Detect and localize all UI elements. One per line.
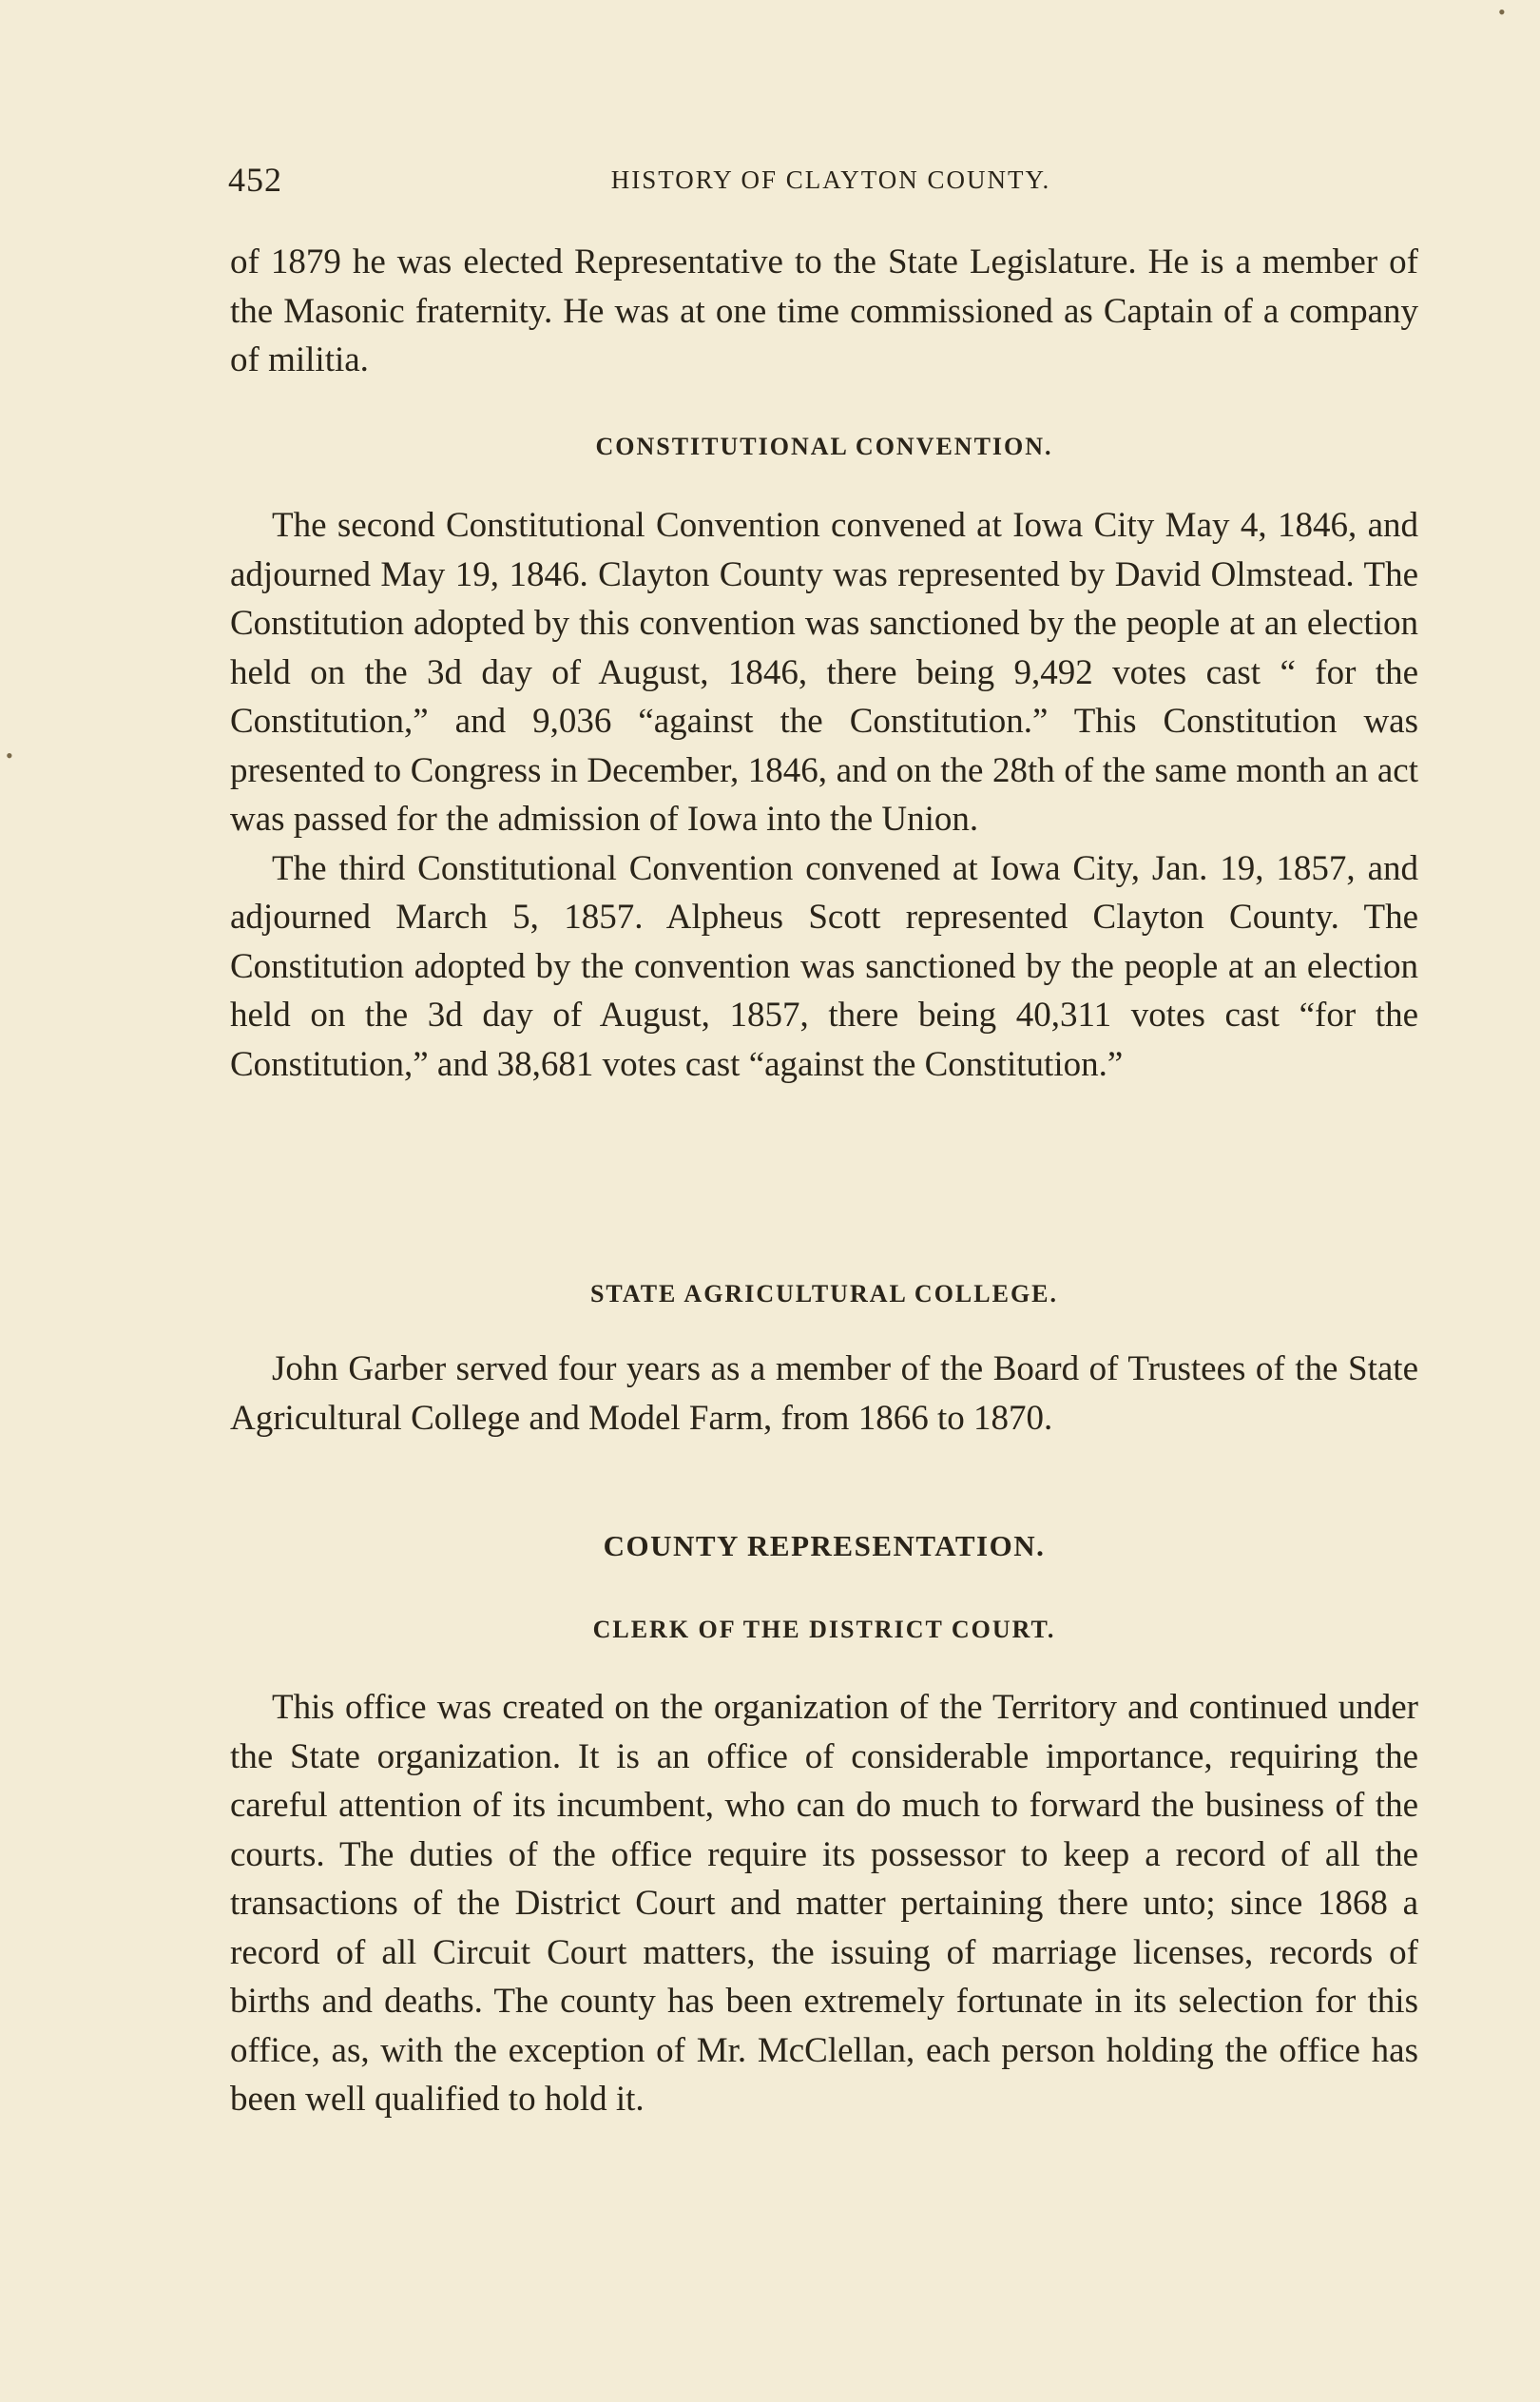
second-convention-paragraph: The second Constitutional Convention convened at Iowa City May 4, 1846, and adjourned May 19, 1846. Clayton County was represented by David Olmstead. The Constitution adopted by this convention was sanctioned by the people at an election held on the 3d day of August, 1846, there being 9,492 votes cast “ for the Constitution,” and 9,036 “against the Constitution.” This Constitution was presented to Congress in December, 1846, and on the 28th of the same month an act was passed for the admission of Iowa into the Union. (230, 506, 1418, 839)
third-convention-paragraph: The third Constitutional Convention convened at Iowa City, Jan. 19, 1857, and adjourned March 5, 1857. Alpheus Scott represented Clayton County. The Constitution adopted by the convention was sanctioned by the people at an election held on the 3d day of August, 1857, there being 40,311 votes cast “for the Constitution,” and 38,681 votes cast “against the Constitution.” (230, 848, 1418, 1084)
margin-speck-mark: • (6, 744, 13, 767)
heading-constitutional-convention: CONSTITUTIONAL CONVENTION. (595, 433, 1053, 460)
page-number: 452 (228, 161, 282, 199)
convention-paragraphs-block (230, 501, 1418, 1089)
clerk-office-paragraph: This office was created on the organization of the Territory and continued under the State organization. It is an office of considerable importance, requiring the careful attention of its incumbent, who can do much to forward the business of the courts. The duties of the office require its possessor to keep a record of all the transactions of the District Court and matter pertaining there unto; since 1868 a record of all Circuit Court matters, the issuing of marriage licenses, records of births and deaths. The county has been extremely fortunate in its selection for this office, as, with the exception of Mr. McClellan, each person holding the office has been well qualified to hold it. (230, 1688, 1418, 2119)
corner-speck-mark: • (1498, 0, 1506, 24)
heading-clerk-of-district-court: CLERK OF THE DISTRICT COURT. (592, 1616, 1056, 1643)
clerk-office-block (230, 1683, 1418, 2124)
agricultural-college-paragraph: John Garber served four years as a member of the Board of Trustees of the State Agricultural College and Model Farm, from 1866 to 1870. (230, 1349, 1418, 1438)
agricultural-college-block (230, 1345, 1418, 1443)
opening-paragraph-block (230, 238, 1418, 385)
running-title: HISTORY OF CLAYTON COUNTY. (610, 165, 1051, 194)
heading-county-representation: COUNTY REPRESENTATION. (603, 1529, 1046, 1562)
heading-state-agricultural-college: STATE AGRICULTURAL COLLEGE. (589, 1280, 1059, 1308)
opening-paragraph: of 1879 he was elected Representative to the State Legislature. He is a member of the Masonic fraternity. He was at one time commissioned as Captain of a company of militia. (230, 242, 1418, 379)
page-header (228, 160, 1434, 207)
